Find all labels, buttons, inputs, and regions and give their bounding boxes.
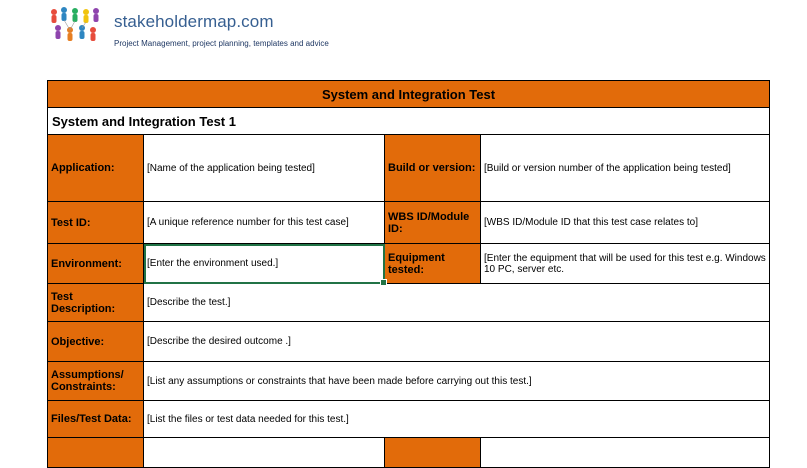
site-name[interactable]: stakeholdermap.com bbox=[114, 12, 274, 31]
fill-handle[interactable] bbox=[380, 279, 387, 286]
next-row-label[interactable] bbox=[48, 438, 144, 468]
form-subtitle-row bbox=[48, 108, 770, 135]
assumptions-value[interactable]: [List any assumptions or constraints that have been made before carrying out this test.] bbox=[144, 362, 770, 401]
test-description-label[interactable]: Test Description: bbox=[48, 284, 144, 322]
build-version-value[interactable]: [Build or version number of the application being tested] bbox=[481, 135, 770, 202]
environment-value-selected-cell[interactable] bbox=[144, 244, 385, 284]
form-subtitle[interactable]: System and Integration Test 1 bbox=[48, 108, 770, 135]
application-value[interactable]: [Name of the application being tested] bbox=[144, 135, 385, 202]
build-version-label[interactable]: Build or version: bbox=[385, 135, 481, 202]
form-title[interactable]: System and Integration Test bbox=[48, 81, 770, 108]
test-case-form bbox=[47, 80, 769, 460]
next-row-label-2[interactable] bbox=[385, 438, 481, 468]
person-icon bbox=[55, 25, 61, 39]
environment-label[interactable]: Environment: bbox=[48, 244, 144, 284]
equipment-value[interactable]: [Enter the equipment that will be used for this test e.g. Windows 10 PC, server etc. bbox=[481, 244, 770, 284]
person-icon bbox=[51, 9, 57, 23]
test-id-label[interactable]: Test ID: bbox=[48, 202, 144, 244]
table-row bbox=[48, 322, 770, 362]
person-icon bbox=[67, 27, 73, 41]
files-test-data-label[interactable]: Files/Test Data: bbox=[48, 401, 144, 438]
test-id-value[interactable]: [A unique reference number for this test case] bbox=[144, 202, 385, 244]
table-row bbox=[48, 135, 770, 202]
table-row bbox=[48, 401, 770, 438]
test-description-value[interactable]: [Describe the test.] bbox=[144, 284, 770, 322]
application-label[interactable]: Application: bbox=[48, 135, 144, 202]
person-icon bbox=[79, 25, 85, 39]
table-row bbox=[48, 284, 770, 322]
table-row bbox=[48, 202, 770, 244]
equipment-label[interactable]: Equipment tested: bbox=[385, 244, 481, 284]
environment-value: [Enter the environment used.] bbox=[147, 258, 279, 269]
person-icon bbox=[61, 7, 67, 21]
next-row-value-2[interactable] bbox=[481, 438, 770, 468]
wbs-id-value[interactable]: [WBS ID/Module ID that this test case relates to] bbox=[481, 202, 770, 244]
test-case-table bbox=[47, 80, 770, 468]
form-title-row bbox=[48, 81, 770, 108]
person-icon bbox=[90, 27, 96, 41]
site-tagline: Project Management, project planning, templates and advice bbox=[114, 39, 329, 48]
table-row bbox=[48, 244, 770, 284]
person-icon bbox=[83, 9, 89, 23]
person-icon bbox=[72, 8, 78, 22]
person-icon bbox=[93, 8, 99, 22]
table-row bbox=[48, 362, 770, 401]
stakeholder-people-logo bbox=[48, 6, 110, 46]
wbs-id-label[interactable]: WBS ID/Module ID: bbox=[385, 202, 481, 244]
files-test-data-value[interactable]: [List the files or test data needed for this test.] bbox=[144, 401, 770, 438]
table-row bbox=[48, 438, 770, 468]
next-row-value[interactable] bbox=[144, 438, 385, 468]
objective-value[interactable]: [Describe the desired outcome .] bbox=[144, 322, 770, 362]
assumptions-label[interactable]: Assumptions/ Constraints: bbox=[48, 362, 144, 401]
objective-label[interactable]: Objective: bbox=[48, 322, 144, 362]
